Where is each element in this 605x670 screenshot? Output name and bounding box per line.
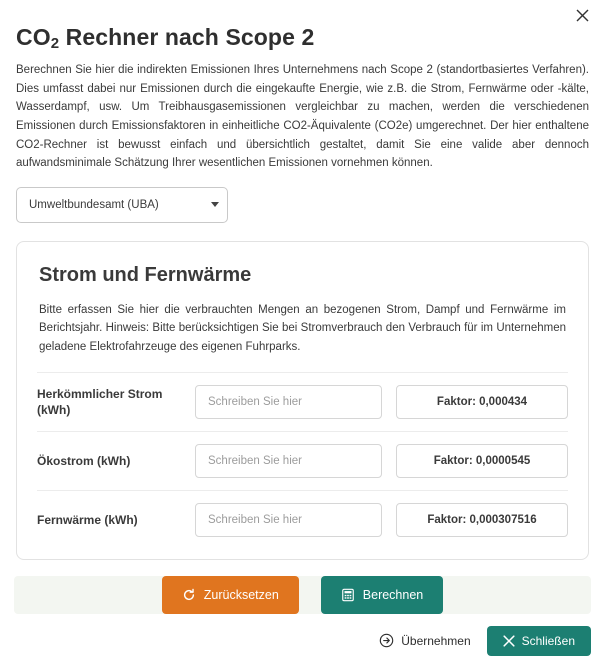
- herkoemmlicher-strom-input[interactable]: [195, 385, 382, 419]
- row-factor: Faktor: 0,000434: [396, 385, 568, 419]
- table-row: [37, 490, 568, 549]
- emission-source-value: Umweltbundesamt (UBA): [29, 198, 159, 211]
- page-title-co2: CO: [16, 24, 51, 50]
- row-factor: Faktor: 0,000307516: [396, 503, 568, 537]
- reset-button-label: Zurücksetzen: [203, 587, 279, 602]
- row-label: Fernwärme (kWh): [37, 512, 138, 527]
- apply-button[interactable]: [373, 626, 476, 656]
- page-title-subscript: 2: [50, 35, 60, 52]
- dialog-footer: [0, 614, 605, 670]
- apply-button-label: Übernehmen: [401, 633, 471, 648]
- page-title: [16, 24, 591, 51]
- strom-fernwaerme-card: [16, 241, 589, 560]
- arrow-right-circle-icon: [379, 633, 394, 648]
- oekostrom-input[interactable]: [195, 444, 382, 478]
- row-label: Herkömmlicher Strom (kWh): [37, 386, 163, 417]
- calculate-button-label: Berechnen: [362, 587, 424, 602]
- table-row: [37, 372, 568, 431]
- close-button[interactable]: [487, 626, 591, 656]
- emission-source-select[interactable]: [16, 187, 228, 223]
- reset-button[interactable]: [162, 576, 299, 614]
- fernwaerme-input[interactable]: [195, 503, 382, 537]
- calculate-button[interactable]: [321, 576, 443, 614]
- row-input-wrap: [195, 444, 382, 478]
- page-title-rest: Rechner nach Scope 2: [59, 24, 315, 50]
- row-factor: Faktor: 0,0000545: [396, 444, 568, 478]
- row-label: Ökostrom (kWh): [37, 453, 131, 468]
- chevron-down-icon: [211, 202, 219, 207]
- reset-icon: [182, 588, 196, 602]
- close-icon: [503, 635, 515, 647]
- calculator-icon: [341, 588, 355, 602]
- row-input-wrap: [195, 503, 382, 537]
- dialog-close-icon[interactable]: [571, 6, 593, 28]
- close-button-label: Schließen: [521, 633, 575, 648]
- row-input-wrap: [195, 385, 382, 419]
- card-title: Strom und Fernwärme: [39, 263, 252, 286]
- card-description: Bitte erfassen Sie hier die verbrauchten Mengen an bezogenen Strom, Dampf und Fernwärme im Berichtsjahr. Hinweis: Bitte berücksichtigen Sie bei Stromverbrauch den Verbrauch für im Unternehmen geladene Elektrofahrzeuge des eigenen Fuhrparks.: [39, 303, 566, 353]
- table-row: [37, 431, 568, 490]
- actions-band: [14, 576, 591, 614]
- intro-text: Berechnen Sie hier die indirekten Emissionen Ihres Unternehmens nach Scope 2 (standortbasiertes Verfahren). Dies umfasst dabei nur Emissionen durch die eingekaufte Energie, wie z.B. die Strom, Fernwärme oder -kälte, Wasserdampf, usw. Um Treibhausgasemissionen vergleichbar zu machen, werden die verschiedenen Emissionen durch Emissionsfaktoren in einheitliche CO2-Äquivalente (CO2e) umgerechnet. Der hier enthaltene CO2-Rechner ist bewusst einfach und übersichtlich gestaltet, damit Sie eine valide aber dennoch aufwandsminimale Schätzung Ihrer wesentlichen Emissionen vornehmen können.: [16, 64, 589, 170]
